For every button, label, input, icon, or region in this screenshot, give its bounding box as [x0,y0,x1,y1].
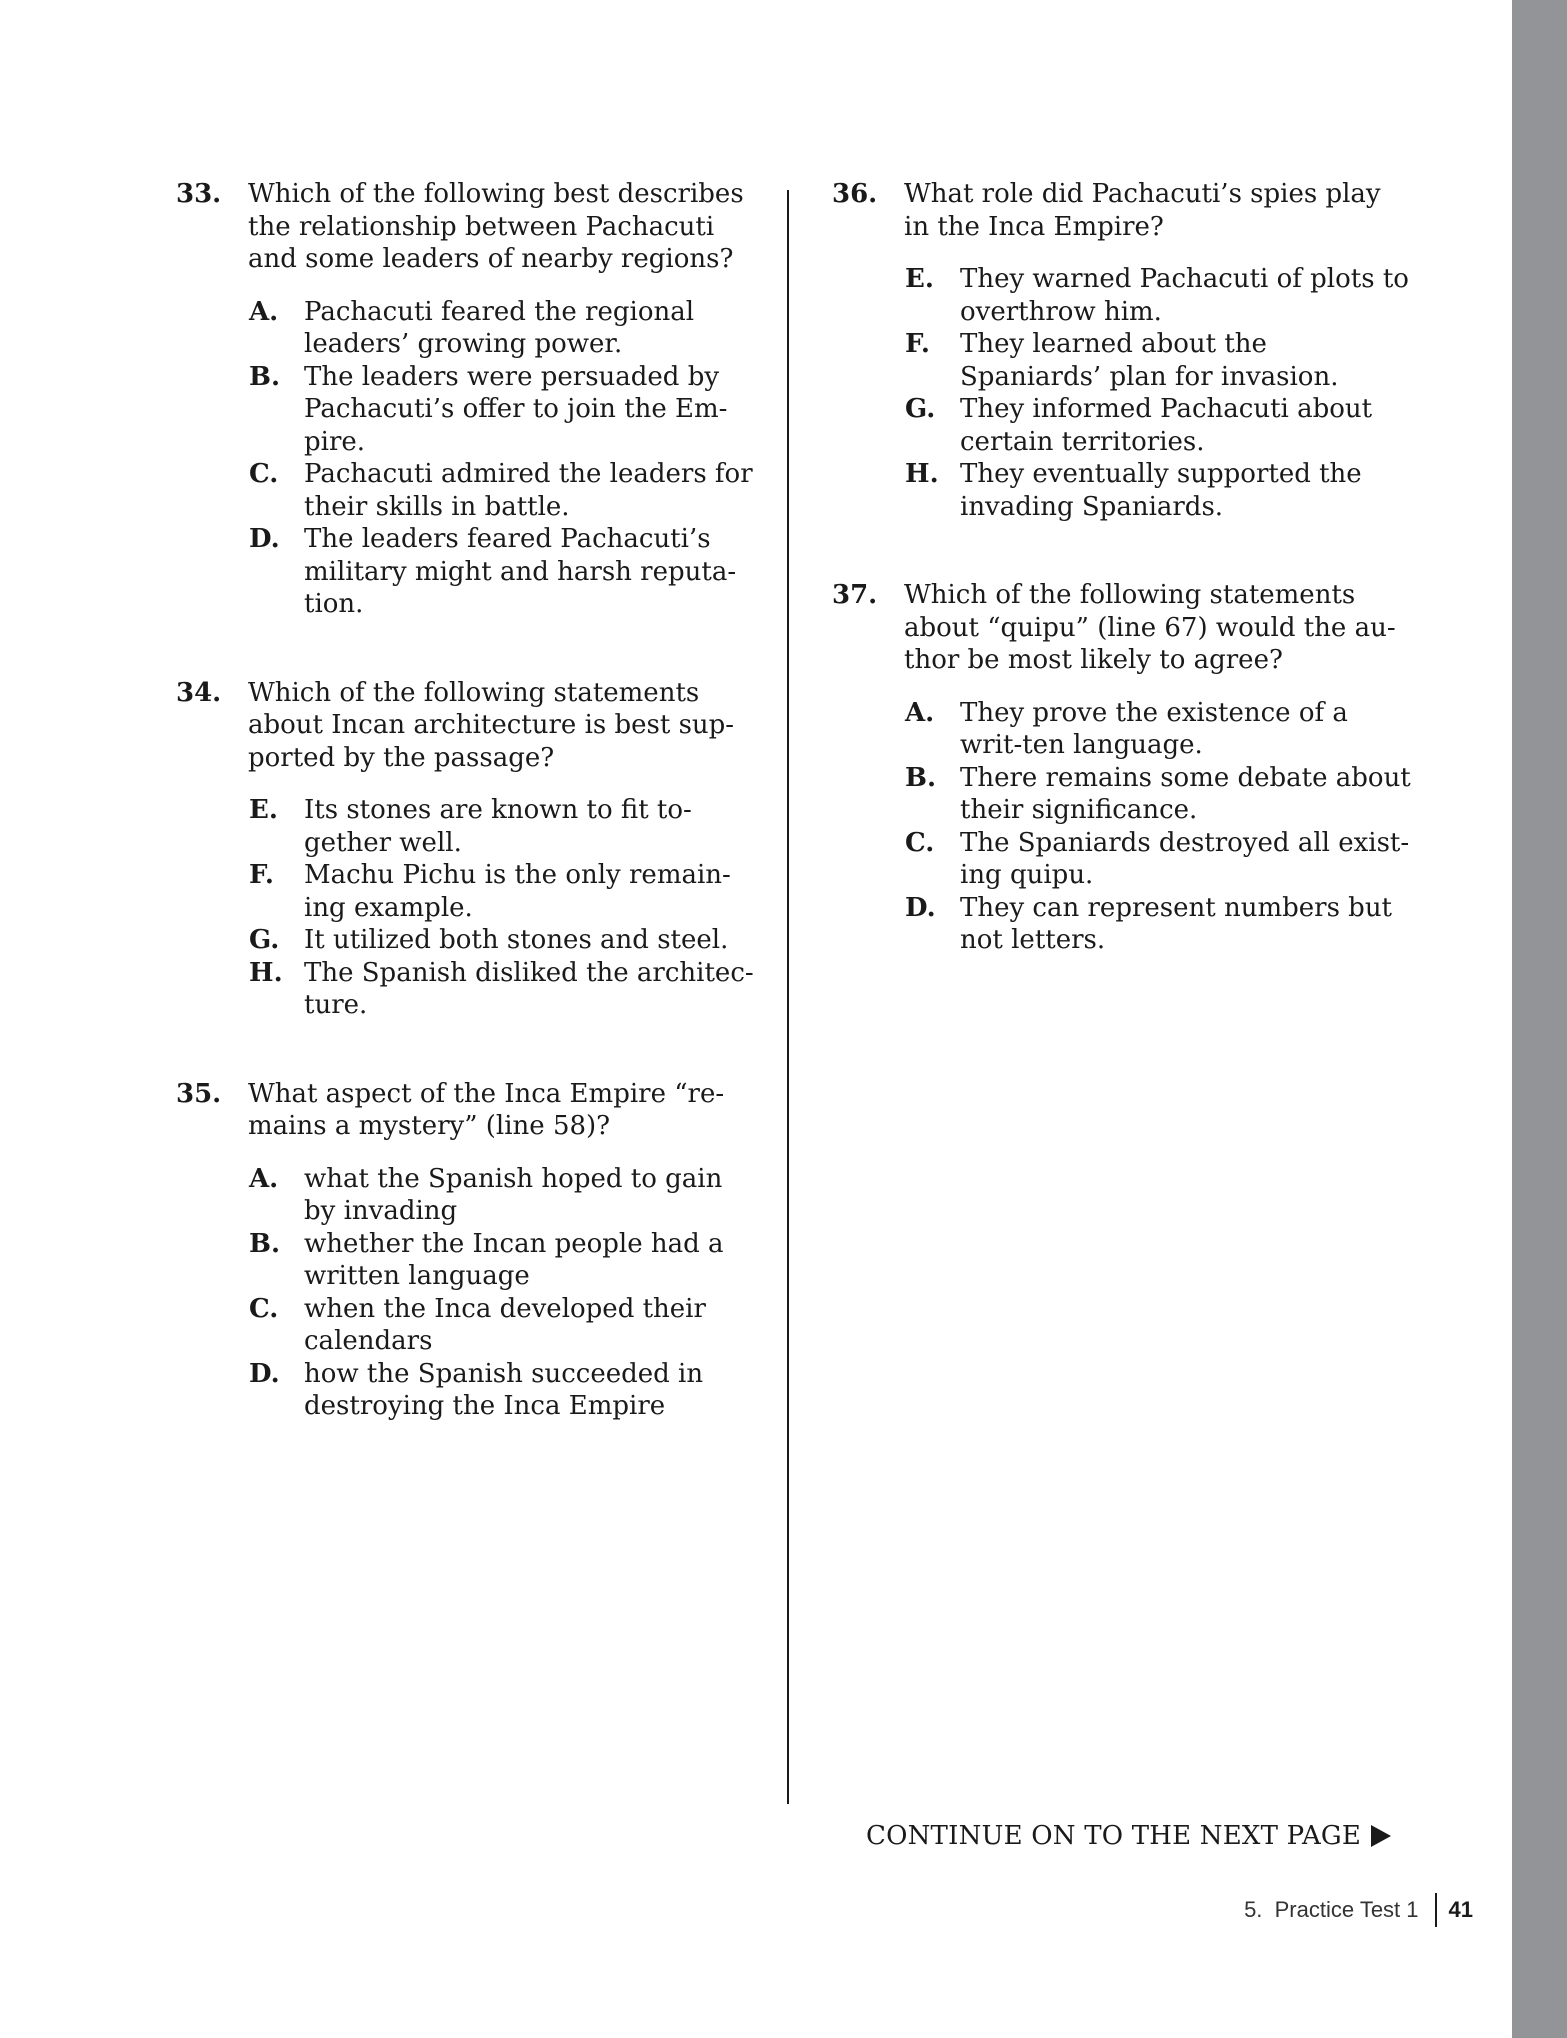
question-stem: Which of the following best describes the relationship between Pachacuti and some leaders of nearby regions? [248,179,744,274]
answer-choices [176,296,756,621]
page-footer [1244,1890,1473,1930]
answer-choice[interactable] [249,1228,756,1293]
choice-letter: D. [905,892,936,923]
question-34 [176,677,756,1022]
choice-letter: D. [249,524,280,554]
answer-choice[interactable] [905,762,1412,827]
question-stem: What role did Pachacuti’s spies play in the Inca Empire? [904,179,1381,242]
answer-choice[interactable] [249,957,756,1022]
answer-choice[interactable] [249,296,756,361]
footer-separator [1435,1893,1437,1927]
answer-choice[interactable] [249,1358,756,1423]
right-question-column [832,178,1412,1013]
choice-text: Its stones are known to fit to-gether well. [304,795,692,858]
choice-text: They learned about the Spaniards’ plan for invasion. [960,329,1339,392]
answer-choices [176,794,756,1022]
choice-text: Pachacuti feared the regional leaders’ growing power. [304,296,695,359]
question-number: 37. [832,580,878,610]
answer-choice[interactable] [249,361,756,459]
choice-letter: E. [249,795,278,825]
question-stem: Which of the following statements about “quipu” (line 67) would the au-thor be most likely to agree? [904,580,1396,675]
answer-choice[interactable] [249,458,756,523]
answer-choice[interactable] [905,892,1412,957]
choice-text: The Spaniards destroyed all exist-ing quipu. [960,827,1410,890]
page-edge-tab [1512,0,1567,2038]
choice-letter: C. [249,1293,279,1324]
choice-letter: E. [905,264,934,294]
answer-choice[interactable] [249,523,756,621]
answer-choices [832,263,1412,523]
answer-choice[interactable] [249,859,756,924]
choice-letter: A. [905,697,935,728]
choice-text: It utilized both stones and steel. [304,925,729,955]
page-number: 41 [1448,1897,1473,1922]
choice-letter: H. [905,459,939,489]
choice-letter: G. [249,925,280,955]
question-36 [832,178,1412,523]
choice-text: Machu Pichu is the only remain-ing example. [304,860,731,923]
question-number: 34. [176,677,222,708]
choice-letter: A. [249,1163,279,1194]
choice-letter: B. [249,1228,281,1259]
choice-text: There remains some debate about their significance. [960,762,1411,825]
choice-text: what the Spanish hoped to gain by invading [304,1163,723,1226]
question-37 [832,579,1412,957]
play-arrow-icon [1371,1825,1391,1847]
answer-choices [832,697,1412,957]
answer-choice[interactable] [249,924,756,957]
choice-letter: C. [905,827,935,858]
answer-choice[interactable] [905,263,1412,328]
answer-choice[interactable] [905,827,1412,892]
answer-choice[interactable] [905,697,1412,762]
left-question-column [176,178,756,1479]
choice-text: when the Inca developed their calendars [304,1293,706,1356]
answer-choice[interactable] [905,328,1412,393]
choice-text: They prove the existence of a writ-ten language. [960,697,1348,760]
choice-letter: D. [249,1358,280,1389]
choice-text: They can represent numbers but not letters. [960,892,1393,955]
choice-text: The leaders were persuaded by Pachacuti’s offer to join the Em-pire. [304,361,728,457]
choice-letter: G. [905,394,936,424]
continue-label: CONTINUE ON TO THE NEXT PAGE [866,1821,1362,1851]
choice-letter: F. [249,860,274,890]
answer-choice[interactable] [249,1163,756,1228]
question-stem: What aspect of the Inca Empire “re-mains a mystery” (line 58)? [248,1078,725,1141]
choice-text: The leaders feared Pachacuti’s military might and harsh reputa-tion. [304,524,737,619]
question-stem: Which of the following statements about Incan architecture is best sup-ported by the passage? [248,677,735,773]
choice-text: whether the Incan people had a written language [304,1228,724,1291]
question-number: 35. [176,1078,222,1109]
answer-choice[interactable] [249,794,756,859]
choice-letter: B. [249,361,281,392]
answer-choices [176,1163,756,1423]
choice-text: how the Spanish succeeded in destroying the Inca Empire [304,1358,704,1421]
choice-text: The Spanish disliked the architec-ture. [304,957,754,1020]
choice-text: They warned Pachacuti of plots to overthrow him. [960,264,1409,327]
answer-choice[interactable] [249,1293,756,1358]
question-number: 36. [832,179,878,209]
answer-choice[interactable] [905,393,1412,458]
choice-text: They informed Pachacuti about certain territories. [960,394,1373,457]
choice-letter: C. [249,459,279,489]
choice-text: They eventually supported the invading Spaniards. [960,459,1362,522]
question-35 [176,1078,756,1423]
choice-letter: B. [905,762,937,793]
choice-letter: A. [249,296,279,327]
footer-section-label: 5. Practice Test 1 [1244,1897,1419,1922]
question-number: 33. [176,179,222,209]
choice-letter: F. [905,329,930,359]
choice-text: Pachacuti admired the leaders for their skills in battle. [304,459,753,522]
choice-letter: H. [249,957,283,988]
question-33 [176,178,756,621]
answer-choice[interactable] [905,458,1412,523]
column-divider [787,190,789,1804]
continue-next-page [866,1818,1391,1854]
